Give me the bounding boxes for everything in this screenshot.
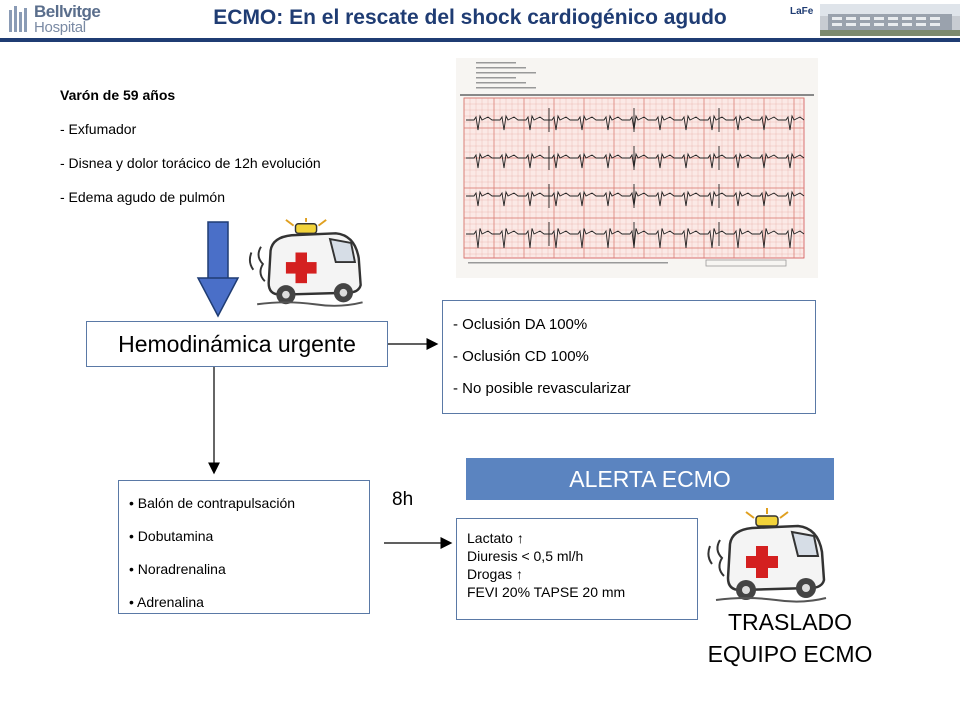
treatment-item: • Adrenalina (129, 586, 369, 619)
finding-item: - No posible revascularizar (453, 380, 631, 397)
time-label: 8h (392, 489, 414, 510)
transfer-line-2: EQUIPO ECMO (707, 641, 873, 667)
patient-item: - Exfumador (60, 121, 137, 137)
slide-title: ECMO: En el rescate del shock cardiogénico agudo (213, 6, 727, 29)
treatment-box (118, 480, 370, 614)
header-divider (0, 38, 960, 42)
lab-line: Drogas ↑ (467, 566, 524, 582)
patient-item: - Disnea y dolor torácico de 12h evolución (60, 155, 321, 171)
transfer-label (680, 606, 900, 670)
finding-item: - Oclusión DA 100% (453, 316, 588, 333)
lab-line: Diuresis < 0,5 ml/h (467, 548, 584, 564)
down-arrow-icon (196, 220, 240, 320)
bellvitge-logo-mark-icon (8, 4, 30, 34)
logo-line-2: Hospital (34, 19, 86, 36)
ecg-image (456, 58, 818, 278)
logo-line-1: Bellvitge (34, 2, 101, 21)
patient-item: - Edema agudo de pulmón (60, 189, 225, 205)
procedure-box: Hemodinámica urgente (86, 321, 388, 367)
transfer-line-1: TRASLADO (728, 609, 852, 635)
treatment-item: • Dobutamina (129, 520, 369, 553)
findings-box (442, 300, 816, 414)
finding-item: - Oclusión CD 100% (453, 348, 589, 365)
ambulance-icon (246, 218, 368, 310)
lafe-logo: LaFe (790, 6, 814, 17)
alert-banner: ALERTA ECMO (466, 458, 834, 500)
hospital-photo-icon (820, 4, 960, 36)
lab-line: FEVI 20% TAPSE 20 mm (467, 584, 626, 600)
patient-title: Varón de 59 años (60, 87, 176, 103)
ambulance-icon (706, 508, 830, 608)
bellvitge-logo (8, 2, 148, 36)
patient-description (60, 78, 321, 214)
lab-line: Lactato ↑ (467, 530, 524, 546)
treatment-item: • Noradrenalina (129, 553, 369, 586)
labs-box (456, 518, 698, 620)
treatment-item: • Balón de contrapulsación (129, 487, 369, 520)
